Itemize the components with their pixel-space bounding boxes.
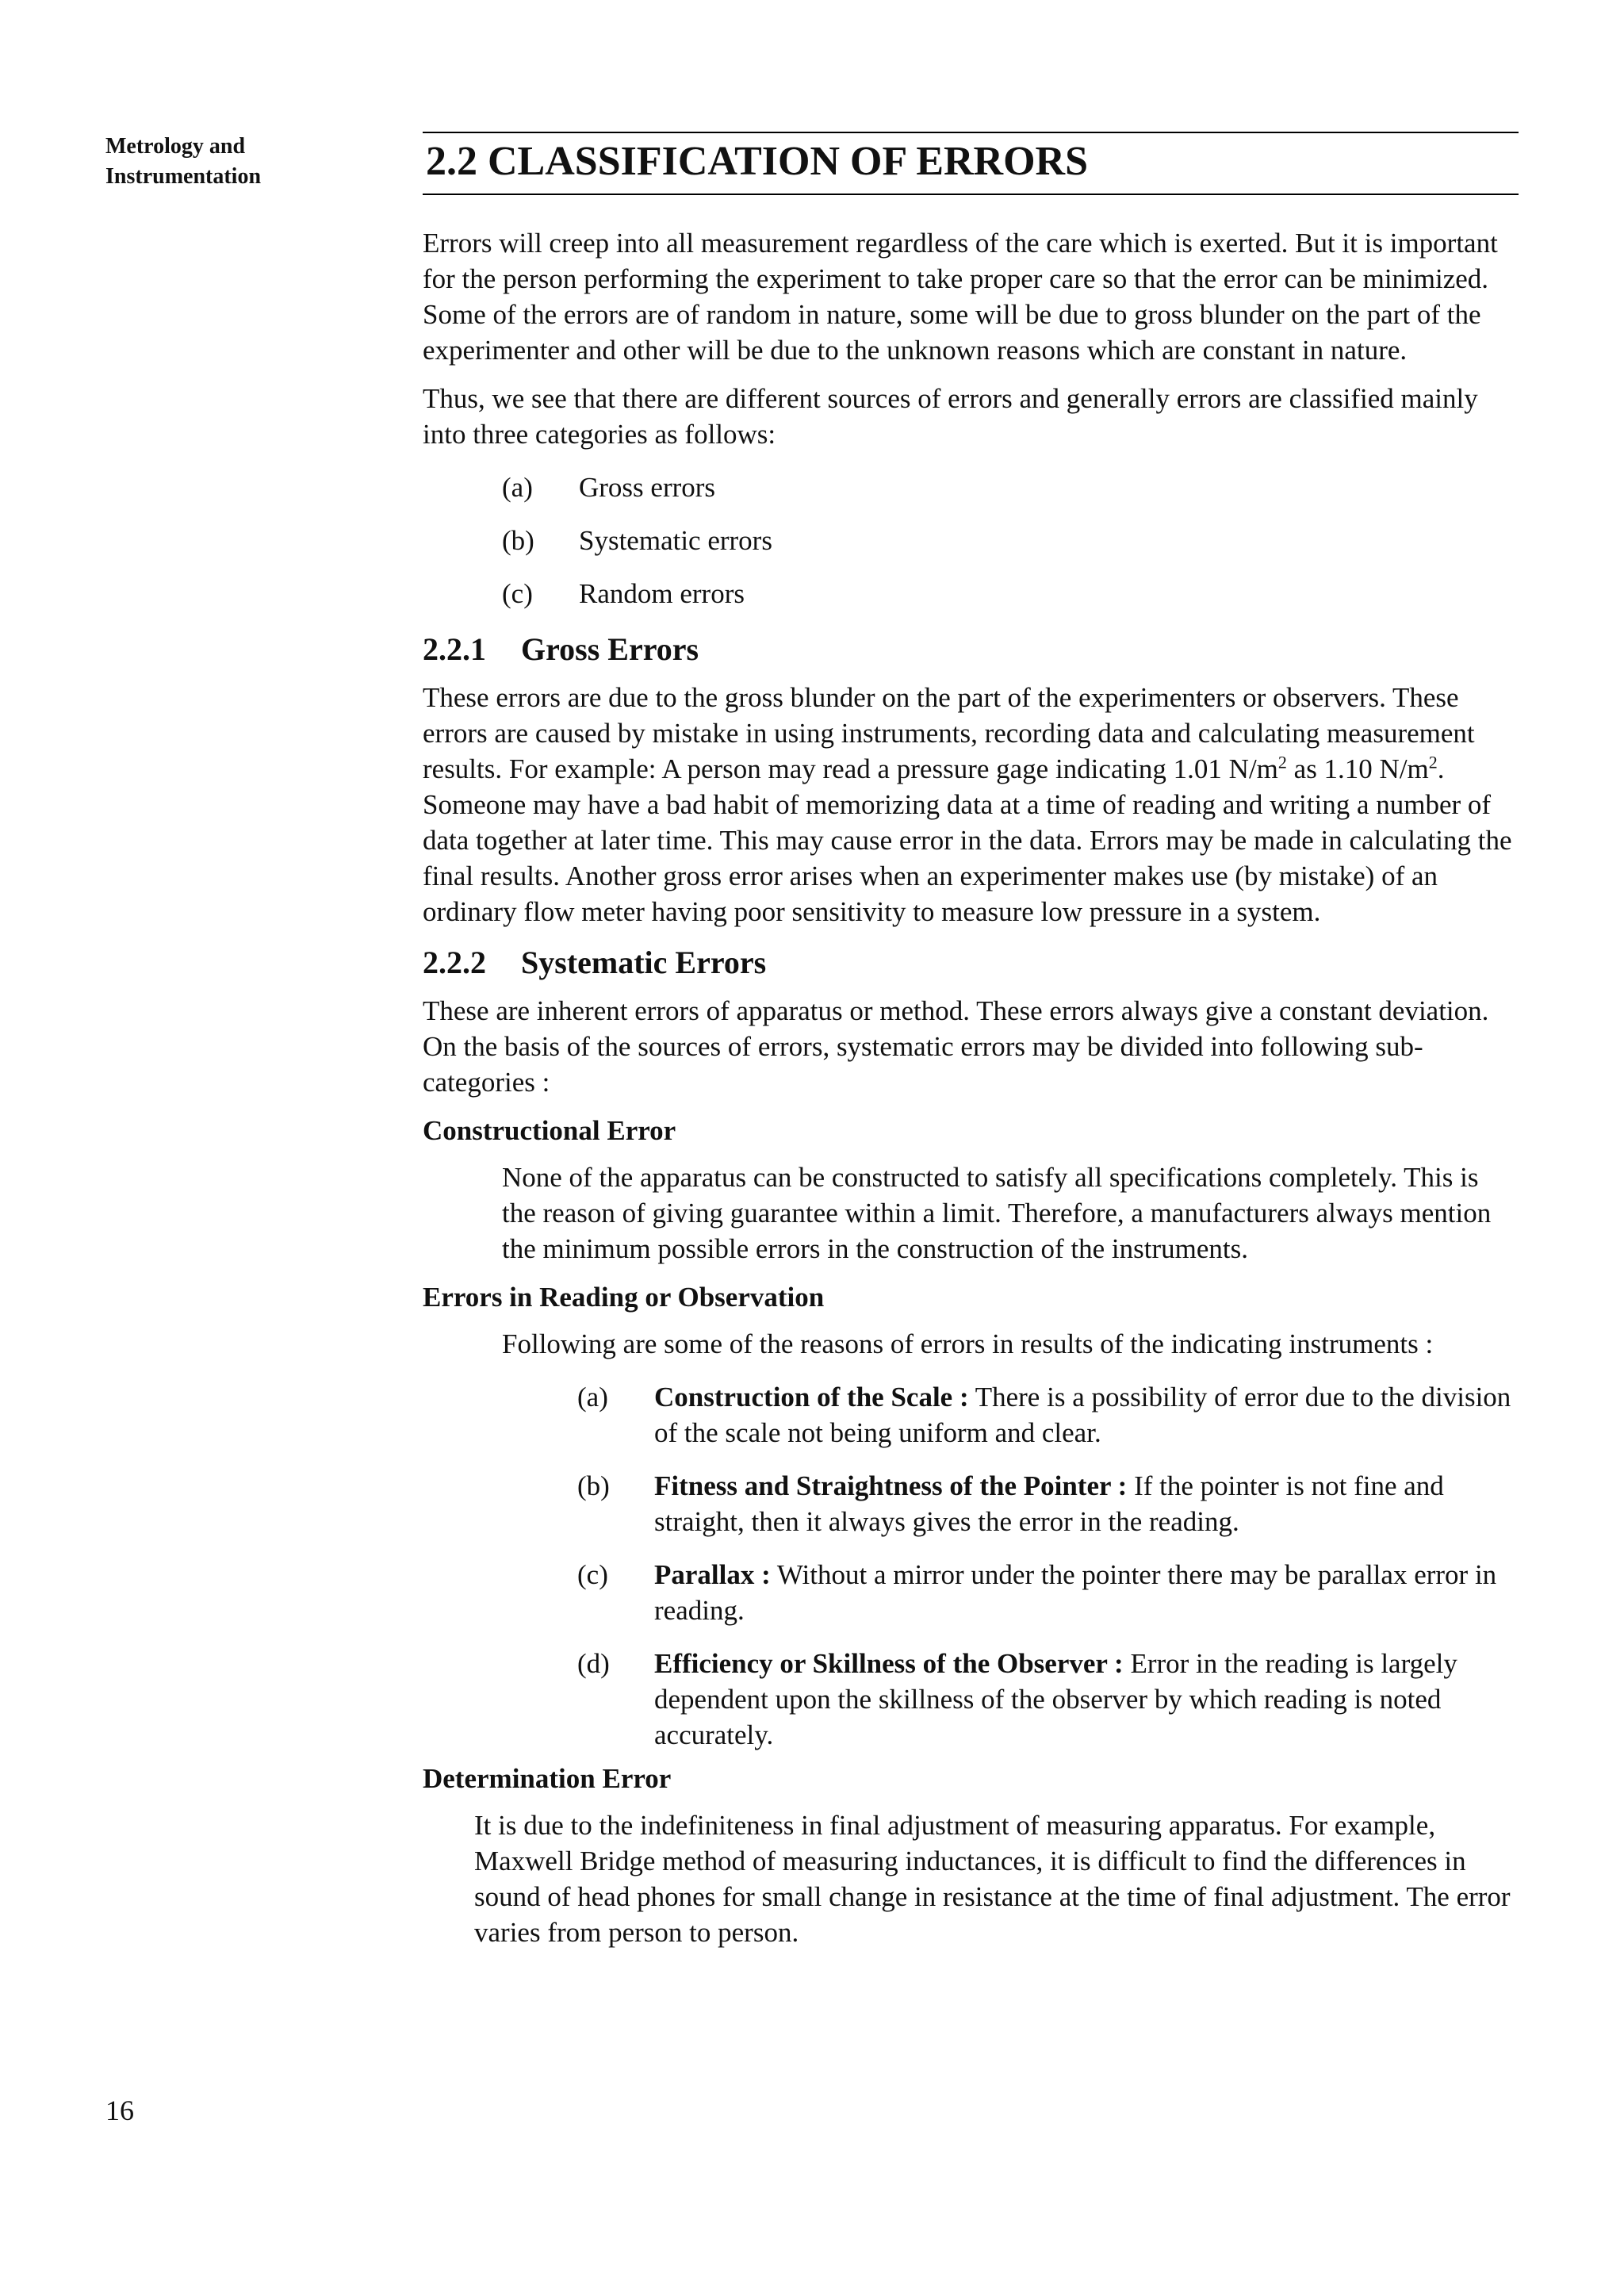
reading-errors-heading: Errors in Reading or Observation (423, 1282, 825, 1313)
list-item-label: (b) (502, 525, 534, 556)
determination-error-paragraph: It is due to the indefiniteness in final adjustment of measuring apparatus. For example, Maxwell Bridge method of measuring inductances, it is difficult to find the differences in sound of head phones for small change in resistance at the time of final adjustment. The error varies from person to person. (474, 1810, 1511, 1948)
list-item (502, 523, 1519, 558)
list-item-text: Random errors (579, 578, 745, 609)
page-number: 16 (105, 2095, 134, 2126)
list-item-label: (c) (502, 578, 533, 609)
paragraph-text: . Someone may have a bad habit of memorizing data at a time of reading and writing a number of data together at later time. This may cause error in the data. Errors may be made in calculating the final results. Another gross error arises when an experimenter makes use (by mistake) of an ordinary flow meter having poor sensitivity to measure low pressure in a system. (423, 753, 1512, 927)
list-item-term: Construction of the Scale : (654, 1382, 969, 1412)
systematic-errors-paragraph: These are inherent errors of apparatus or method. These errors always give a constant deviation. On the basis of the sources of errors, systematic errors may be divided into following sub-categories : (423, 995, 1489, 1098)
list-item-label: (d) (577, 1648, 610, 1679)
list-item-label: (a) (502, 472, 533, 503)
list-item-term: Efficiency or Skillness of the Observer : (654, 1648, 1124, 1679)
list-item (502, 576, 1519, 611)
section-number: 2.2.2 (423, 945, 486, 980)
list-item-term: Fitness and Straightness of the Pointer : (654, 1470, 1128, 1501)
list-item (577, 1557, 1519, 1628)
determination-error-heading: Determination Error (423, 1763, 672, 1794)
intro-paragraph-1: Errors will creep into all measurement regardless of the care which is exerted. But it is important for the person performing the experiment to take proper care so that the error can be minimized. Some of the errors are of random in nature, some will be due to gross blunder on the part of the experimenter and other will be due to the unknown reasons which are constant in nature. (423, 228, 1498, 366)
superscript: 2 (1428, 752, 1438, 772)
list-item-text: Systematic errors (579, 525, 772, 556)
reading-errors-paragraph: Following are some of the reasons of errors in results of the indicating instruments : (502, 1328, 1434, 1359)
list-item-term: Parallax : (654, 1559, 771, 1590)
section-number: 2.2.1 (423, 631, 486, 667)
paragraph-text: as 1.10 N/m (1286, 753, 1429, 784)
section-heading-text: Systematic Errors (521, 945, 767, 980)
systematic-errors-heading (423, 942, 1519, 983)
list-item-description: Error in the reading is largely dependent upon the skillness of the observer by which reading is noted accurately. (654, 1648, 1457, 1750)
constructional-error-heading: Constructional Error (423, 1115, 676, 1146)
superscript: 2 (1277, 752, 1287, 772)
reading-errors-list (423, 1379, 1519, 1753)
list-item (502, 470, 1519, 505)
gross-errors-paragraph (423, 680, 1519, 930)
section-title: 2.2 CLASSIFICATION OF ERRORS (423, 133, 1519, 195)
running-header-line2: Instrumentation (105, 164, 262, 189)
list-item-label: (c) (577, 1559, 608, 1590)
error-categories-list (423, 470, 1519, 611)
main-content (423, 132, 1519, 1963)
list-item-description: If the pointer is not fine and straight, then it always gives the error in the reading. (654, 1470, 1444, 1537)
gross-errors-heading (423, 629, 1519, 670)
intro-paragraph-2: Thus, we see that there are different sources of errors and generally errors are classified mainly into three categories as follows: (423, 383, 1478, 450)
list-item (577, 1468, 1519, 1539)
list-item-text (654, 1646, 1519, 1753)
list-item-description: Without a mirror under the pointer there may be parallax error in reading. (654, 1559, 1497, 1626)
list-item-label: (a) (577, 1382, 608, 1412)
list-item-text: Gross errors (579, 472, 716, 503)
list-item-text (654, 1557, 1519, 1628)
list-item-text (654, 1468, 1519, 1539)
list-item (577, 1379, 1519, 1451)
running-header-line1: Metrology and (105, 134, 246, 159)
section-heading-text: Gross Errors (521, 631, 699, 667)
constructional-error-paragraph: None of the apparatus can be constructed to satisfy all specifications completely. This is the reason of giving guarantee within a limit. Therefore, a manufacturers always mention the minimum possible errors in the construction of the instruments. (502, 1162, 1492, 1264)
paragraph-text: These errors are due to the gross blunder on the part of the experimenters or observers. These errors are caused by mistake in using instruments, recording data and calculating measurement results. For example: A person may read a pressure gage indicating 1.01 N/m (423, 682, 1475, 784)
list-item-label: (b) (577, 1470, 610, 1501)
list-item (577, 1646, 1519, 1753)
list-item-text (654, 1379, 1519, 1451)
list-item-description: There is a possibility of error due to the division of the scale not being uniform and clear. (654, 1382, 1511, 1448)
running-header (105, 132, 312, 192)
